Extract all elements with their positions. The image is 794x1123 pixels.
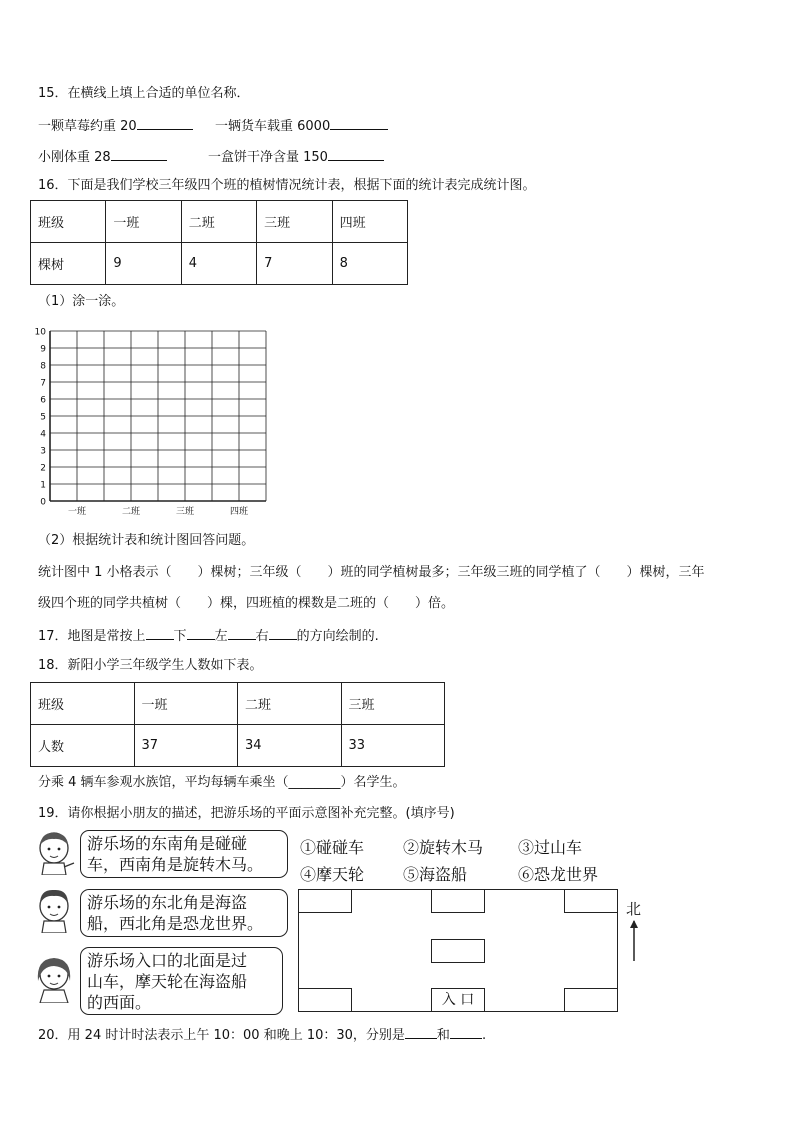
speech-3-line2: 山车，摩天轮在海盗船 [87,972,248,991]
q17-line [38,627,379,645]
q16-title: 16．下面是我们学校三年级四个班的植树情况统计表，根据下面的统计表完成统计图。 [38,178,536,193]
table-cell: 34 [238,725,342,767]
entrance-box [431,988,485,1012]
speech-3-line3: 的西面。 [87,993,152,1012]
x-category-label: 二班 [121,507,141,517]
q16-part2: （2）根据统计表和统计图回答问题。 [38,533,255,548]
table-cell: 9 [106,243,181,285]
table-cell: 一班 [106,201,181,243]
q15-item3-blank[interactable] [111,148,167,161]
q17-suffix: 的方向绘制的. [296,629,379,644]
q16-question-line1: 统计图中 1 小格表示（ ）棵树；三年级（ ）班的同学植树最多；三年级三班的同学植了（ ）棵树，三年 [38,565,705,580]
q17-blank-right[interactable] [269,627,297,640]
q17-blank-up[interactable] [146,627,174,640]
q20-line [38,1026,486,1044]
q18-table [30,682,445,767]
y-tick-label: 3 [40,446,46,457]
option-3: ③过山车 [518,838,583,857]
table-cell: 二班 [238,683,342,725]
y-tick-label: 7 [40,378,46,389]
speech-bubble-1 [80,830,288,878]
table-cell: 棵树 [31,243,106,285]
q16-table-header-row [31,201,408,243]
table-cell: 二班 [181,201,256,243]
q19-title: 19．请你根据小朋友的描述，把游乐场的平面示意图补充完整。(填序号) [38,806,455,821]
table-cell: 一班 [134,683,238,725]
y-tick-label: 2 [40,463,46,474]
q17-prefix: 17．地图是常按上 [38,629,146,644]
y-tick-label: 4 [40,429,46,440]
speech-bubble-2 [80,889,288,937]
q15-title: 15．在横线上填上合适的单位名称． [38,86,250,101]
girl-avatar-icon [34,955,78,1003]
x-category-label: 三班 [175,507,195,517]
north-arrow-icon [627,918,641,962]
q15-item3-text: 小刚体重 28 [38,150,111,165]
y-tick-label: 8 [40,361,46,372]
table-cell: 三班 [257,201,332,243]
q17-right: 右 [255,629,269,644]
q16-table-row [31,243,408,285]
q20-blank-2[interactable] [450,1026,482,1039]
slot-southwest[interactable] [298,988,352,1012]
q18-title: 18．新阳小学三年级学生人数如下表。 [38,658,263,673]
boy-avatar-icon [34,829,78,875]
q18-table-row [31,725,445,767]
table-cell: 8 [332,243,407,285]
y-tick-label: 0 [40,497,46,508]
q18-table-header-row [31,683,445,725]
entrance-label: 入 口 [441,992,475,1008]
table-cell: 班级 [31,201,106,243]
q15-item2-text: 一辆货车载重 6000 [215,119,331,134]
table-cell: 四班 [332,201,407,243]
option-5: ⑤海盗船 [403,865,468,884]
q15-item4-text: 一盒饼干净含量 150 [208,150,328,165]
q17-blank-down[interactable] [187,627,215,640]
speech-1-line1: 游乐场的东南角是碰碰 [87,834,248,853]
q20-mid: 和 [436,1028,450,1043]
table-cell: 7 [257,243,332,285]
park-plan [298,889,618,1012]
y-tick-label: 5 [40,412,46,423]
table-cell: 4 [181,243,256,285]
q15-item4 [208,148,384,166]
x-category-label: 四班 [229,507,249,517]
y-tick-label: 6 [40,395,46,406]
slot-center[interactable] [431,939,485,963]
q20-prefix: 20．用 24 时计时法表示上午 10：00 和晚上 10：30，分别是 [38,1028,405,1043]
table-cell: 班级 [31,683,135,725]
slot-southeast[interactable] [564,988,618,1012]
y-tick-label: 9 [40,344,46,355]
speech-1-line2: 车，西南角是旋转木马。 [87,855,264,874]
speech-2-line1: 游乐场的东北角是海盗 [87,893,248,912]
option-6: ⑥恐龙世界 [518,865,599,884]
q15-item4-blank[interactable] [328,148,384,161]
boy-avatar-icon [34,887,78,933]
slot-north-center[interactable] [431,889,485,913]
q15-item1 [38,117,193,135]
q16-table [30,200,408,285]
x-category-label: 一班 [67,507,87,517]
table-cell: 33 [341,725,445,767]
q20-blank-1[interactable] [405,1026,437,1039]
bar-chart-grid[interactable] [34,326,274,522]
table-cell: 人数 [31,725,135,767]
option-4: ④摩天轮 [300,865,365,884]
q17-blank-left[interactable] [228,627,256,640]
q15-item2-blank[interactable] [330,117,388,130]
slot-northeast[interactable] [564,889,618,913]
q20-suffix: . [481,1028,487,1043]
table-cell: 三班 [341,683,445,725]
option-1: ①碰碰车 [300,838,365,857]
speech-bubble-3 [80,947,283,1015]
q15-item1-text: 一颗草莓约重 20 [38,119,137,134]
table-cell: 37 [134,725,238,767]
option-2: ②旋转木马 [403,838,484,857]
q18-question: 分乘 4 辆车参观水族馆，平均每辆车乘坐（________）名学生。 [38,775,406,790]
q16-question-line2: 级四个班的同学共植树（ ）棵，四班植的棵数是二班的（ ）倍。 [38,596,455,611]
q15-item1-blank[interactable] [137,117,193,130]
speech-2-line2: 船，西北角是恐龙世界。 [87,914,264,933]
q15-item2 [215,117,388,135]
slot-northwest[interactable] [298,889,352,913]
q15-item3 [38,148,167,166]
north-label: 北 [626,900,642,918]
speech-3-line1: 游乐场入口的北面是过 [87,951,248,970]
q17-down: 下 [173,629,187,644]
q17-left: 左 [214,629,228,644]
y-tick-label: 1 [40,480,46,491]
y-tick-label: 10 [34,327,46,338]
q16-part1: （1）涂一涂。 [38,294,125,309]
